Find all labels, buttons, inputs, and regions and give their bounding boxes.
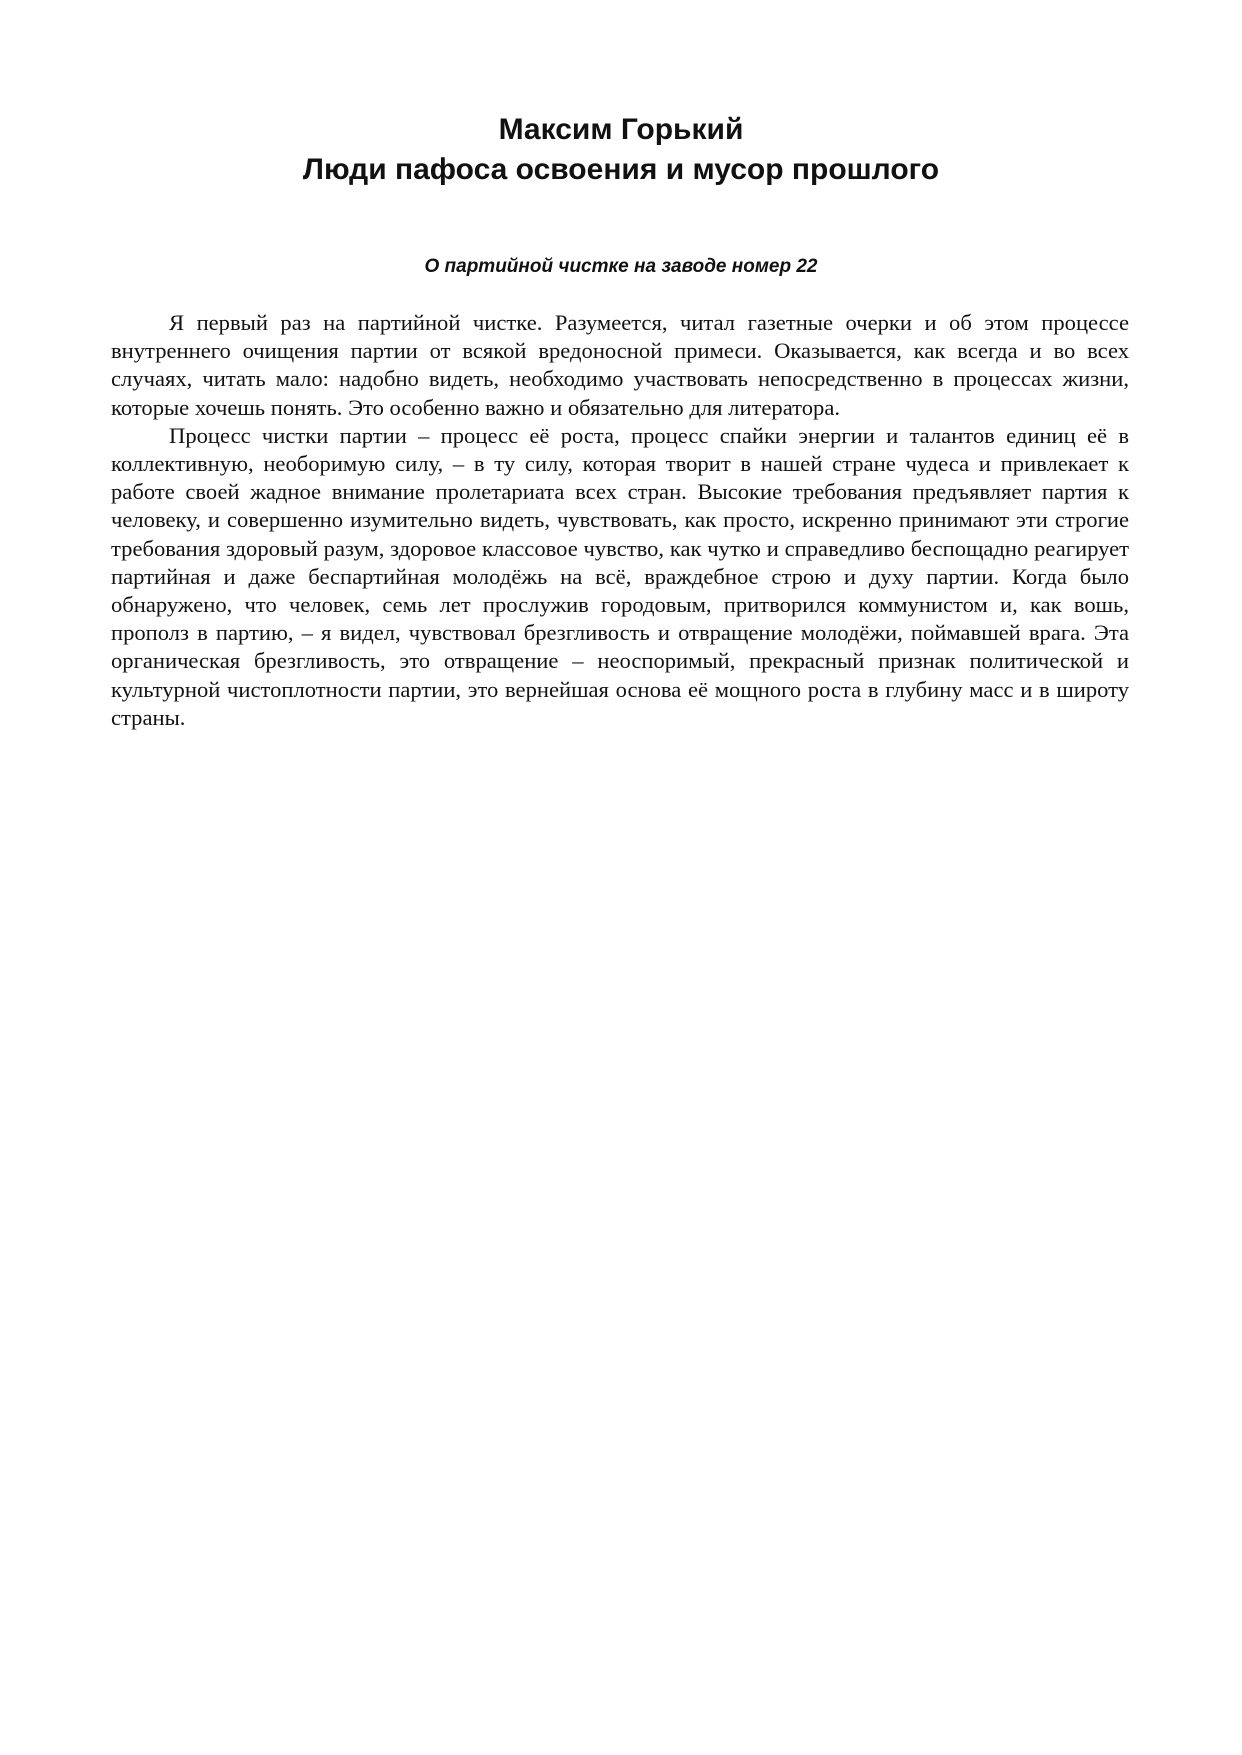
paragraph: Процесс чистки партии – процесс её роста, процесс спайки энергии и талантов единиц её в коллективную, необоримую силу, – в ту силу, которая творит в нашей стране чудеса и привлекает к работе своей жадное внимание пролетариата всех стран. Высокие требования предъявляет партия к человеку, и совершенно изумительно видеть, чувствовать, как просто, искренно принимают эти строгие требования здоровый разум, здоровое классовое чувство, как чутко и справедливо беспощадно реагирует партийная и даже беспартийная молодёжь на всё, враждебное строю и духу партии. Когда было обнаружено, что человек, семь лет прослужив городовым, притворился коммунистом и, как вошь, прополз в партию, – я видел, чувствовал брезгливость и отвращение молодёжи, поймавшей врага. Эта органическая брезгливость, это отвращение – неоспоримый, прекрасный признак политической и культурной чистоплотности партии, это вернейшая основа её мощного роста в глубину масс и в широту страны. — [111, 422, 1129, 730]
paragraph: Я первый раз на партийной чистке. Разумеется, читал газетные очерки и об этом процессе внутреннего очищения партии от всякой вредоносной примеси. Оказывается, как всегда и во всех случаях, читать мало: надобно видеть, необходимо участвовать непосредственно в процессах жизни, которые хочешь понять. Это особенно важно и обязательно для литератора. — [111, 310, 1129, 420]
document-title: Люди пафоса освоения и мусор прошлого — [302, 153, 940, 186]
author-name: Максим Горький — [498, 113, 744, 146]
document-subtitle: О партийной чистке на заводе номер 22 — [424, 256, 818, 277]
document-body — [111, 309, 1129, 732]
document-header — [0, 110, 1242, 190]
